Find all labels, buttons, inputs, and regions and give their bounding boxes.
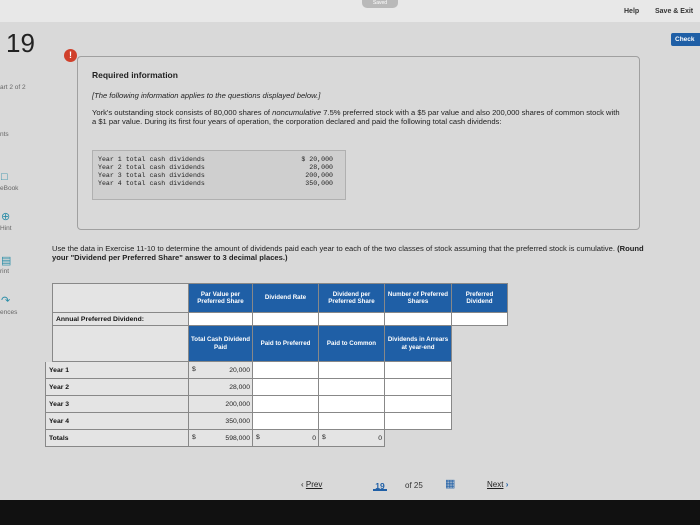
saved-indicator: Saved xyxy=(362,0,398,8)
points-label: nts xyxy=(0,131,9,138)
total-value: 20,000 xyxy=(229,366,250,374)
question-number: 19 xyxy=(6,28,35,58)
table-corner xyxy=(52,283,189,313)
total-value: 200,000 xyxy=(225,400,250,408)
paid-to-common-total xyxy=(319,430,385,447)
required-info-subtitle: [The following information applies to the questions displayed below.] xyxy=(92,91,321,100)
table-blank xyxy=(52,326,189,362)
header-paid-to-common: Paid to Common xyxy=(319,326,385,362)
paid-to-preferred-total xyxy=(253,430,319,447)
total-cash-year-1 xyxy=(189,362,253,379)
dollar-sign: $ xyxy=(192,434,196,441)
body-text-2: 7.5% preferred stock with a $5 par value and also 200,000 shares of common stock with a $1 par value. During its first four years of operation, the corporation declared and paid the following total cash dividends: xyxy=(92,108,620,127)
header-number-of-shares: Number of Preferred Shares xyxy=(385,283,452,313)
body-italic: noncumulative xyxy=(272,108,322,117)
header-par-value: Par Value per Preferred Share xyxy=(189,283,253,313)
total-cash-year-2 xyxy=(189,379,253,396)
instruction-text xyxy=(52,244,652,263)
header-preferred-dividend: Preferred Dividend xyxy=(452,283,508,313)
required-info-title: Required information xyxy=(92,70,178,80)
chevron-right-icon[interactable]: › xyxy=(505,480,509,489)
top-bar xyxy=(0,0,700,22)
dollar-sign: $ xyxy=(256,434,260,441)
total-cash-total xyxy=(189,430,253,447)
prev-button[interactable]: ‹ Prev xyxy=(301,480,323,489)
annual-preferred-dividend-label: Annual Preferred Dividend: xyxy=(52,313,189,326)
references-link[interactable]: ences xyxy=(0,309,18,316)
paid-to-preferred-year-2[interactable] xyxy=(253,379,319,396)
row-label-year-2: Year 2 xyxy=(45,379,189,396)
number-of-shares-input[interactable] xyxy=(385,313,452,326)
check-button[interactable]: Check xyxy=(671,33,700,46)
references-icon[interactable]: ↷ xyxy=(1,295,11,307)
dividend-amount: $ 20,000 xyxy=(301,156,333,163)
instruction-bold: (Round your "Dividend per Preferred Share" answer to 3 decimal places.) xyxy=(52,244,644,263)
dividend-label: Year 4 total cash dividends xyxy=(98,180,205,187)
dollar-sign: $ xyxy=(192,366,196,373)
total-value: 598,000 xyxy=(225,434,250,442)
paid-to-common-year-1[interactable] xyxy=(319,362,385,379)
alert-icon: ! xyxy=(64,49,77,62)
dividend-amount: 350,000 xyxy=(305,180,333,187)
total-value: 0 xyxy=(378,434,382,442)
paid-to-preferred-year-3[interactable] xyxy=(253,396,319,413)
dividend-label: Year 2 total cash dividends xyxy=(98,164,205,171)
grid-icon[interactable]: ▦ xyxy=(445,478,456,490)
dividend-per-share-input[interactable] xyxy=(319,313,385,326)
current-page[interactable]: 19 xyxy=(373,475,387,491)
row-label-year-3: Year 3 xyxy=(45,396,189,413)
print-link[interactable]: rint xyxy=(0,268,10,275)
next-button[interactable] xyxy=(487,480,508,489)
preferred-dividend-input[interactable] xyxy=(452,313,508,326)
page-count: of 25 xyxy=(405,481,423,490)
total-cash-year-3 xyxy=(189,396,253,413)
bottom-bar xyxy=(0,500,700,525)
dividends-list xyxy=(92,150,346,200)
paid-to-preferred-year-4[interactable] xyxy=(253,413,319,430)
hint-icon[interactable]: ⊕ xyxy=(1,211,11,223)
ebook-link[interactable]: eBook xyxy=(0,185,19,192)
print-icon[interactable]: ▤ xyxy=(1,255,12,267)
header-dividends-in-arrears: Dividends in Arrears at year-end xyxy=(385,326,452,362)
paid-to-preferred-year-1[interactable] xyxy=(253,362,319,379)
header-paid-to-preferred: Paid to Preferred xyxy=(253,326,319,362)
hint-link[interactable]: Hint xyxy=(0,225,12,232)
instruction-plain: Use the data in Exercise 11-10 to determine the amount of dividends paid each year to each of the two classes of stock assuming that the preferred stock is cumulative. xyxy=(52,244,618,253)
help-link[interactable]: Help xyxy=(624,8,640,15)
paid-to-common-year-2[interactable] xyxy=(319,379,385,396)
dividend-label: Year 1 total cash dividends xyxy=(98,156,205,163)
dollar-sign: $ xyxy=(322,434,326,441)
dividend-amount: 200,000 xyxy=(305,172,333,179)
arrears-year-3[interactable] xyxy=(385,396,452,413)
dividend-rate-input[interactable] xyxy=(253,313,319,326)
arrears-year-1[interactable] xyxy=(385,362,452,379)
prev-label[interactable]: Prev xyxy=(305,480,323,489)
part-indicator: art 2 of 2 xyxy=(0,84,26,91)
ebook-icon[interactable]: □ xyxy=(1,171,8,183)
par-value-input[interactable] xyxy=(189,313,253,326)
row-label-totals: Totals xyxy=(45,430,189,447)
paid-to-common-year-4[interactable] xyxy=(319,413,385,430)
row-label-year-4: Year 4 xyxy=(45,413,189,430)
save-exit-link[interactable]: Save & Exit xyxy=(655,8,694,15)
dividend-label: Year 3 total cash dividends xyxy=(98,172,205,179)
header-dividend-rate: Dividend Rate xyxy=(253,283,319,313)
header-dividend-per-share: Dividend per Preferred Share xyxy=(319,283,385,313)
paid-to-common-year-3[interactable] xyxy=(319,396,385,413)
row-label-year-1: Year 1 xyxy=(45,362,189,379)
total-value: 350,000 xyxy=(225,417,250,425)
total-cash-year-4 xyxy=(189,413,253,430)
total-value: 0 xyxy=(312,434,316,442)
body-text-1: York's outstanding stock consists of 80,000 shares of xyxy=(92,108,273,117)
total-value: 28,000 xyxy=(229,383,250,391)
header-total-cash-dividend: Total Cash Dividend Paid xyxy=(189,326,253,362)
next-label[interactable]: Next xyxy=(487,480,504,489)
arrears-year-2[interactable] xyxy=(385,379,452,396)
required-info-box xyxy=(77,56,640,230)
arrears-year-4[interactable] xyxy=(385,413,452,430)
required-info-body xyxy=(92,108,620,127)
dividend-amount: 28,000 xyxy=(309,164,333,171)
